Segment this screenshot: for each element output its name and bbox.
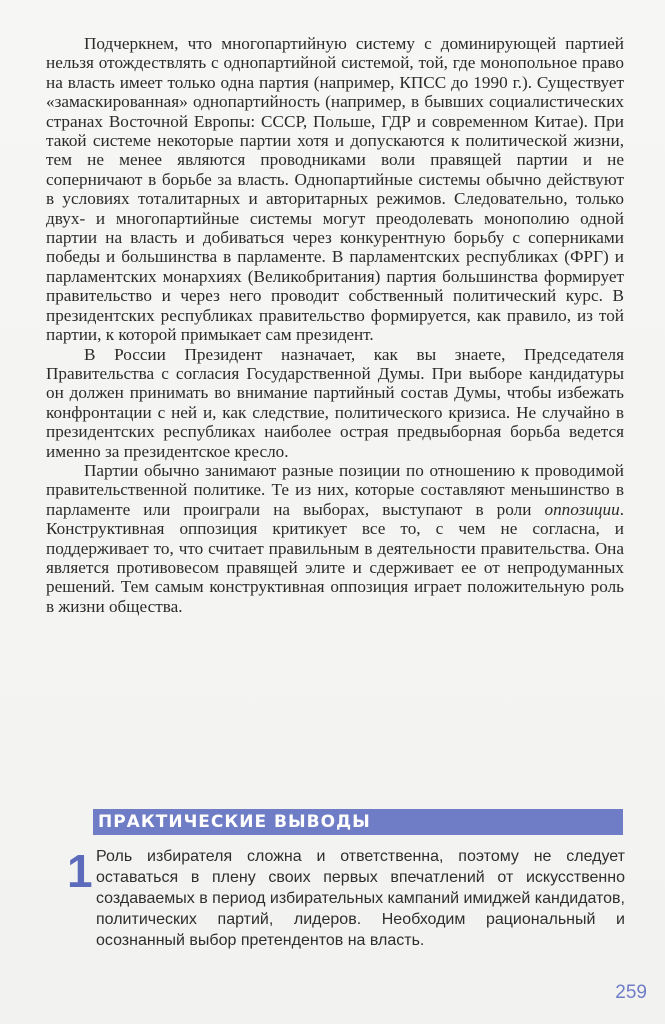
practical-item [67, 846, 625, 951]
section-header-bar [93, 809, 623, 835]
paragraph-2 [46, 345, 624, 461]
section-title: ПРАКТИЧЕСКИЕ ВЫВОДЫ [98, 812, 371, 832]
paragraph-3 [46, 461, 624, 616]
page-number: 259 [615, 982, 647, 1003]
paragraph-3-text-before: Партии обычно занимают разные позиции по отношению к проводимой правительственной политике. Те из них, которые составляют меньшинство в парламенте или проиграли на выборах, выступают в роли [46, 460, 624, 519]
paragraph-3-italic-term: оппозиции [544, 499, 620, 519]
paragraph-3-text-after: . Конструктивная оппозиция критикует все то, с чем не согласна, и поддерживает то, что считает правильным в деятельности правительства. Она является противовесом правящей элите и сдерживает ее от непродуманных решений. Тем самым конструктивная оппозиция играет положительную роль в жизни общества. [46, 499, 624, 616]
paragraph-1: Подчеркнем, что многопартийную систему с доминирующей партией нельзя отождествлять с однопартийной системой, той, где монопольное право на власть имеет только одна партия (например, КПСС до 1990 г.). Существует «замаскированная» однопартийность (например, в бывших социалистических странах Восточной Европы: СССР, Польше, ГДР и современном Китае). При такой системе некоторые партии хотя и допускаются к политической жизни, тем не менее являются проводниками воли правящей партии и не соперничают в борьбе за власть. Однопартийные системы обычно действуют в условиях тоталитарных и авторитарных режимов. Следовательно, только двух- и многопартийные системы могут преодолевать монополию одной партии на власть и добиваться через конкурентную борьбу с соперниками победы и большинства в парламенте. В парламентских республиках (ФРГ) и парламентских монархиях (Великобритания) партия большинства формирует правительство и через него проводит собственный политический курс. В президентских республиках правительство формируется, как правило, из той партии, к которой примыкает сам президент. [46, 34, 624, 345]
item-text: Роль избирателя сложна и ответственна, поэтому не следует оставаться в плену своих первых впечатлений от искусственно создаваемых в период избирательных кампаний имиджей кандидатов, политических партий, лидеров. Необходим рациональный и осознанный выбор претендентов на власть. [96, 848, 625, 949]
main-text [46, 34, 624, 616]
paragraph-2-text: В России Президент назначает, как вы знаете, Председателя Правительства с согласия Государственной Думы. При выборе кандидатуры он должен принимать во внимание партийный состав Думы, чтобы избежать конфронтации с ней и, как следствие, политического кризиса. Не случайно в президентских республиках наиболее острая предвыборная борьба ведется именно за президентское кресло. [46, 344, 624, 461]
item-number: 1 [67, 845, 93, 897]
